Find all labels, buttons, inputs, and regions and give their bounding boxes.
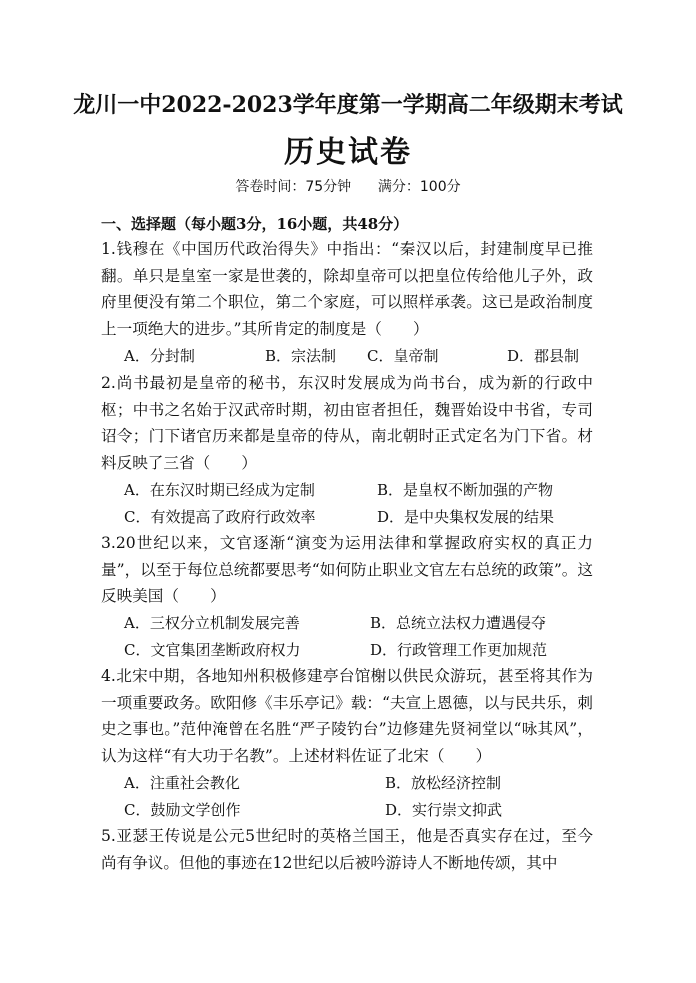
option-a: A．三权分立机制发展完善 [124, 614, 300, 632]
question-number: 3. [101, 534, 116, 552]
option-d: D．郡县制 [507, 347, 580, 365]
option-d: D．实行崇文抑武 [385, 801, 503, 819]
question-number: 2. [101, 374, 116, 392]
option-a: A．注重社会教化 [124, 774, 240, 792]
option-b: B．总统立法权力遭遇侵夺 [370, 614, 547, 632]
question-stem: 尚书最初是皇帝的秘书，东汉时发展成为尚书台，成为新的行政中枢；中书之名始于汉武帝时期，初由宦者担任，魏晋始设中书省，专司诏令；门下诸官历来都是皇帝的侍从，南北朝时正式定名为门下省。材料反映了三省（ ） [101, 374, 593, 473]
exam-time: 答卷时间：75分钟 [235, 179, 352, 195]
exam-score: 满分：100分 [377, 179, 461, 195]
option-a: A．分封制 [124, 347, 195, 365]
question-3 [101, 530, 593, 610]
option-b: B．是皇权不断加强的产物 [377, 481, 554, 499]
question-stem: 亚瑟王传说是公元5世纪时的英格兰国王，他是否真实存在过，至今尚有争议。但他的事迹在12世纪以后被吟游诗人不断地传颂，其中 [101, 827, 593, 872]
option-c: C．有效提高了政府行政效率 [124, 508, 316, 526]
exam-subject-title: 历史试卷 [284, 135, 412, 170]
section-title: 一、选择题（每小题3分，16小题，共48分） [101, 215, 409, 233]
question-number: 1. [101, 240, 116, 258]
question-2 [101, 370, 593, 477]
question-5 [101, 823, 593, 876]
question-number: 4. [101, 667, 116, 685]
option-c: C．文官集团垄断政府权力 [124, 641, 301, 659]
option-c: C．鼓励文学创作 [124, 801, 241, 819]
question-stem: 北宋中期，各地知州积极修建亭台馆榭以供民众游玩，甚至将其作为一项重要政务。欧阳修《丰乐亭记》载：“夫宣上恩德，以与民共乐，刺史之事也。”范仲淹曾在名胜“严子陵钓台”边修建先贤祠堂以“咏其风”，认为这样“有大功于名教”。上述材料佐证了北宋（ ） [101, 667, 593, 766]
question-4 [101, 663, 593, 770]
option-c: C．皇帝制 [367, 347, 439, 365]
exam-meta [0, 176, 696, 196]
option-d: D．是中央集权发展的结果 [377, 508, 555, 526]
question-stem: 20世纪以来，文官逐渐“演变为运用法律和掌握政府实权的真正力量”，以至于每位总统都要思考“如何防止职业文官左右总统的政策”。这反映美国（ ） [101, 534, 593, 606]
option-d: D．行政管理工作更加规范 [370, 641, 548, 659]
exam-title: 龙川一中2022-2023学年度第一学期高二年级期末考试 [73, 92, 623, 118]
question-stem: 钱穆在《中国历代政治得失》中指出：“秦汉以后，封建制度早已推翻。单只是皇室一家是世袭的，除却皇帝可以把皇位传给他儿子外，政府里便没有第二个职位，第二个家庭，可以照样承袭。这已是政治制度上一项绝大的进步。”其所肯定的制度是（ ） [101, 240, 593, 339]
question-number: 5. [101, 827, 116, 845]
option-a: A．在东汉时期已经成为定制 [124, 481, 315, 499]
option-b: B．放松经济控制 [385, 774, 502, 792]
option-b: B．宗法制 [265, 347, 337, 365]
question-1 [101, 236, 593, 343]
